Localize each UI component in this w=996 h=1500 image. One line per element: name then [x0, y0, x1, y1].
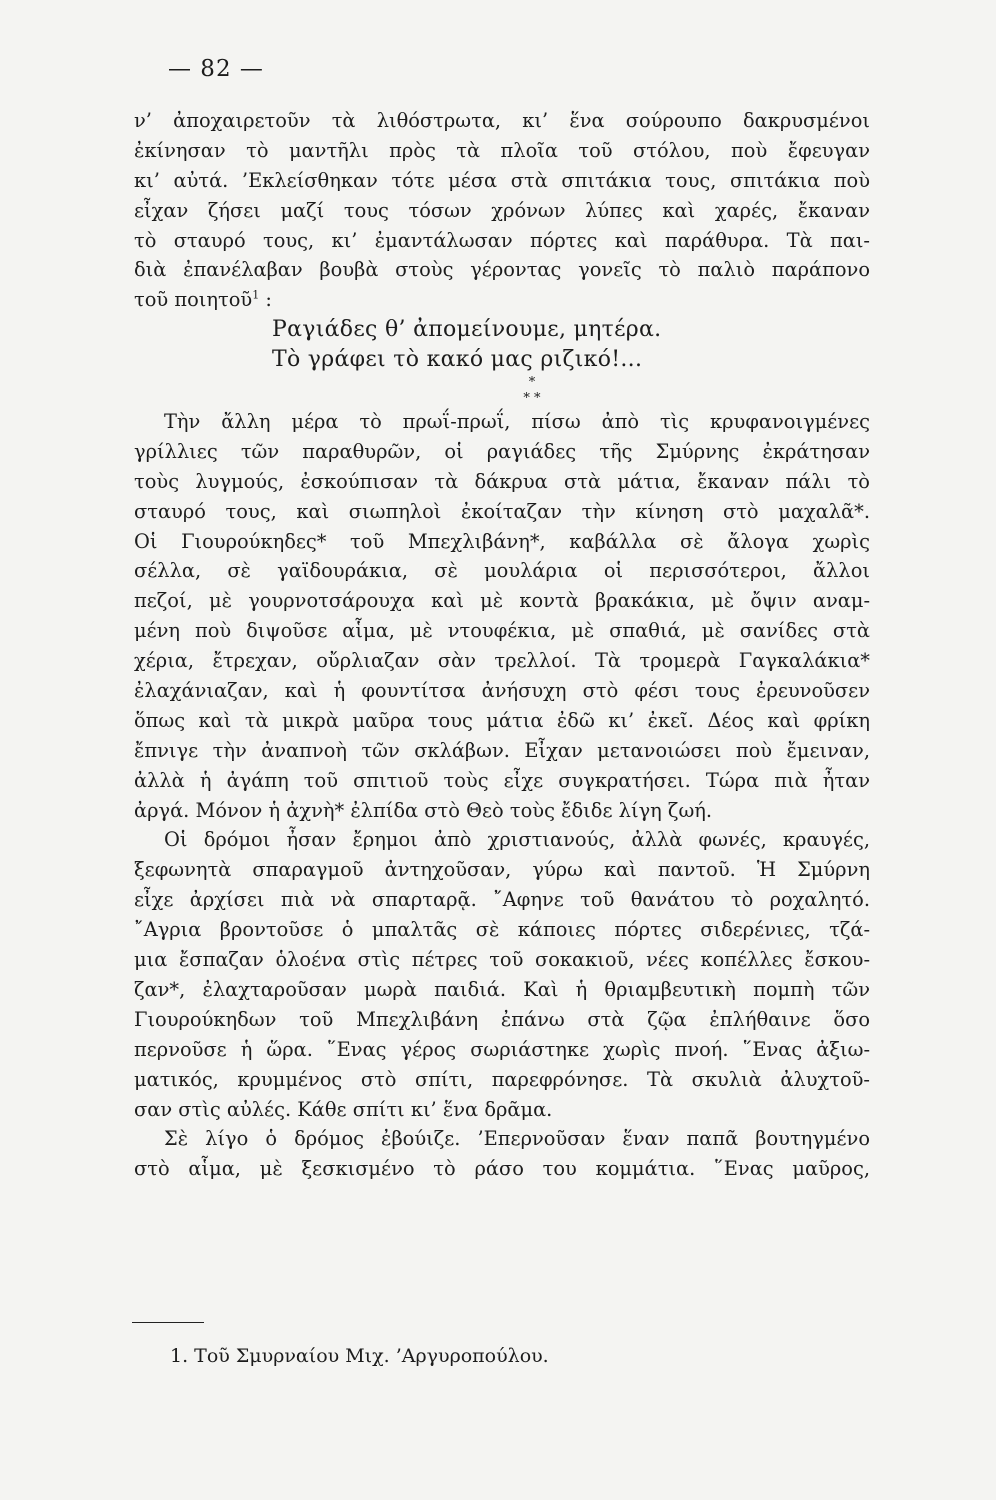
text-line: πεζοί, μὲ γουρνοτσάρουχα καὶ μὲ κοντὰ βρακάκια, μὲ ὄψιν αναμ-	[134, 589, 870, 613]
text-line: τὸ σταυρό τους, κι’ ἐμαντάλωσαν πόρτες καὶ παράθυρα. Τὰ παι-	[134, 228, 870, 252]
text-line: εἶχαν ζήσει μαζί τους τόσων χρόνων λύπες καὶ χαρές, ἔκαναν	[134, 198, 870, 222]
text-line: ἔπνιγε τὴν ἀναπνοὴ τῶν σκλάβων. Εἶχαν μετανοιώσει ποὺ ἔμειναν,	[134, 738, 870, 762]
text-segment: :	[265, 288, 272, 312]
separator-bottom: * *	[523, 391, 541, 407]
text-line: ἀλλὰ ἡ ἀγάπη τοῦ σπιτιοῦ τοὺς εἶχε συγκρατήσει. Τώρα πιὰ ἦταν	[134, 768, 870, 792]
text-line: Σὲ λίγο ὁ δρόμος ἐβούιζε. ’Επερνοῦσαν ἕναν παπᾶ βουτηγμένο	[164, 1127, 870, 1151]
text-line: ἀργά. Μόνον ἡ ἀχνὴ* ἐλπίδα στὸ Θεὸ τοὺς ἔδιδε λίγη ζωή.	[134, 798, 713, 822]
text-line: χέρια, ἔτρεχαν, οὔρλιαζαν σὰν τρελλοί. Τὰ τρομερὰ Γαγκαλάκια*	[134, 649, 870, 673]
text-line: Γιουρούκηδων τοῦ Μπεχλιβάνη ἐπάνω στὰ ζῷα ἐπλήθαινε ὅσο	[134, 1007, 870, 1031]
text-line: διὰ ἐπανέλαβαν βουβὰ στοὺς γέροντας γονεῖς τὸ παλιὸ παράπονο	[134, 258, 870, 282]
text-line	[134, 285, 870, 315]
footnote-reference: 1	[252, 288, 260, 302]
body-text	[134, 106, 870, 1184]
text-line: ν’ ἀποχαιρετοῦν τὰ λιθόστρωτα, κι’ ἕνα σούρουπο δακρυσμένοι	[134, 109, 870, 132]
text-line: ὅπως καὶ τὰ μικρὰ μαῦρα τους μάτια ἐδῶ κι’ ἐκεῖ. Δέος καὶ φρίκη	[134, 708, 870, 732]
footnote: 1. Τοῦ Σμυρναίου Μιχ. ’Αργυροπούλου.	[170, 1345, 549, 1367]
text-line: Οἱ δρόμοι ἦσαν ἔρημοι ἀπὸ χριστιανούς, ἀλλὰ φωνές, κραυγές,	[164, 828, 870, 852]
text-line: σαν στὶς αὐλές. Κάθε σπίτι κι’ ἕνα δρᾶμα.	[134, 1097, 553, 1121]
text-line: Τὴν ἄλλη μέρα τὸ πρωΐ-πρωΐ, πίσω ἀπὸ τὶς κρυφανοιγμένες	[164, 410, 870, 434]
text-segment: τοῦ ποιητοῦ	[134, 288, 253, 312]
text-line: ματικός, κρυμμένος στὸ σπίτι, παρεφρόνησε. Τὰ σκυλιὰ ἀλυχτοῦ-	[134, 1067, 870, 1091]
quote-line: Ραγιάδες θ’ ἀπομείνουμε, μητέρα.	[272, 317, 662, 343]
text-line: ἐκίνησαν τὸ μαντῆλι πρὸς τὰ πλοῖα τοῦ στόλου, ποὺ ἔφευγαν	[134, 138, 870, 162]
separator-top: *	[528, 375, 536, 391]
section-separator	[134, 375, 870, 407]
text-line: ἐλαχάνιαζαν, καὶ ἡ φουντίτσα ἀνήσυχη στὸ φέσι τους ἐρευνοῦσεν	[134, 679, 870, 703]
text-line: σταυρό τους, καὶ σιωπηλοὶ ἐκοίταζαν τὴν κίνηση στὸ μαχαλᾶ*.	[134, 499, 870, 523]
text-line: ξεφωνητὰ σπαραγμοῦ ἀντηχοῦσαν, γύρω καὶ παντοῦ. Ἡ Σμύρνη	[134, 858, 870, 882]
text-line: κι’ αὐτά. ’Εκλείσθηκαν τότε μέσα στὰ σπιτάκια τους, σπιτάκια ποὺ	[134, 168, 870, 192]
text-line: σέλλα, σὲ γαϊδουράκια, σὲ μουλάρια οἱ περισσότεροι, ἄλλοι	[134, 559, 870, 583]
footnote-divider	[132, 1322, 204, 1323]
text-line: γρίλλιες τῶν παραθυρῶν, οἱ ραγιάδες τῆς Σμύρνης ἐκράτησαν	[134, 439, 870, 463]
text-line: εἶχε ἀρχίσει πιὰ νὰ σπαρταρᾷ. ῎Αφηνε τοῦ θανάτου τὸ ροχαλητό.	[134, 888, 870, 912]
page-number: — 82 —	[168, 56, 264, 82]
text-line: τοὺς λυγμούς, ἐσκούπισαν τὰ δάκρυα στὰ μάτια, ἔκαναν πάλι τὸ	[134, 469, 870, 493]
quote-line: Τὸ γράφει τὸ κακό μας ριζικό!...	[272, 347, 643, 373]
text-line: ζαν*, ἐλαχταροῦσαν μωρὰ παιδιά. Καὶ ἡ θριαμβευτικὴ πομπὴ τῶν	[134, 977, 870, 1001]
text-line: μια ἔσπαζαν ὁλοένα στὶς πέτρες τοῦ σοκακιοῦ, νέες κοπέλλες ἔσκου-	[134, 948, 870, 972]
text-line: περνοῦσε ἡ ὥρα. ῞Ενας γέρος σωριάστηκε χωρὶς πνοή. ῞Ενας ἀξιω-	[134, 1037, 870, 1061]
text-line: στὸ αἷμα, μὲ ξεσκισμένο τὸ ράσο του κομμάτια. ῞Ενας μαῦρος,	[134, 1157, 870, 1181]
text-line: Οἱ Γιουρούκηδες* τοῦ Μπεχλιβάνη*, καβάλλα σὲ ἄλογα χωρὶς	[134, 529, 870, 553]
text-line: μένη ποὺ διψοῦσε αἷμα, μὲ ντουφέκια, μὲ σπαθιά, μὲ σανίδες στὰ	[134, 619, 870, 643]
text-line: ῎Αγρια βροντοῦσε ὁ μπαλτᾶς σὲ κάποιες πόρτες σιδερένιες, τζά-	[134, 918, 870, 942]
